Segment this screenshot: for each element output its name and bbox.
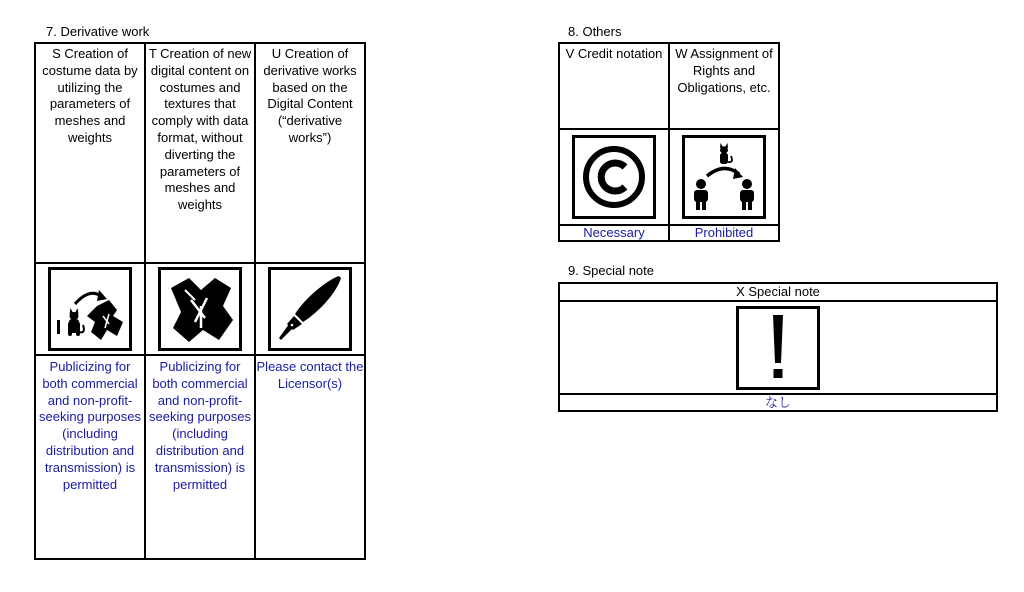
icon-cell-u	[255, 263, 365, 355]
icon-cell-v	[559, 129, 669, 225]
value-x: なし	[559, 394, 997, 411]
others-table	[558, 42, 780, 242]
icon-cell-s	[35, 263, 145, 355]
header-v: V Credit notation	[559, 43, 669, 129]
header-x: X Special note	[559, 283, 997, 301]
icon-cell-t	[145, 263, 255, 355]
cat-transform-costume-icon	[48, 267, 132, 351]
section-8-title: 8. Others	[568, 24, 622, 39]
icon-cell-w	[669, 129, 779, 225]
costume-icon	[158, 267, 242, 351]
derivative-work-table	[34, 42, 366, 560]
rights-transfer-icon	[682, 135, 766, 219]
value-s: Publicizing for both commercial and non-profit-seeking purposes (including distribution and transmission) is permitted	[35, 355, 145, 559]
header-s: S Creation of costume data by utilizing the parameters of meshes and weights	[35, 43, 145, 263]
exclamation-icon	[736, 306, 820, 390]
special-note-table	[558, 282, 998, 412]
copyright-icon	[572, 135, 656, 219]
section-7-title: 7. Derivative work	[46, 24, 150, 39]
header-u: U Creation of derivative works based on the Digital Content (“derivative works”)	[255, 43, 365, 263]
section-9-title: 9. Special note	[568, 263, 655, 278]
fountain-pen-icon	[268, 267, 352, 351]
header-t: T Creation of new digital content on costumes and textures that comply with data format, without diverting the parameters of meshes and weights	[145, 43, 255, 263]
header-w: W Assignment of Rights and Obligations, etc.	[669, 43, 779, 129]
value-w: Prohibited	[669, 225, 779, 241]
value-t: Publicizing for both commercial and non-profit-seeking purposes (including distribution and transmission) is permitted	[145, 355, 255, 559]
value-u: Please contact the Licensor(s)	[255, 355, 365, 559]
icon-cell-x	[559, 301, 997, 394]
value-v: Necessary	[559, 225, 669, 241]
